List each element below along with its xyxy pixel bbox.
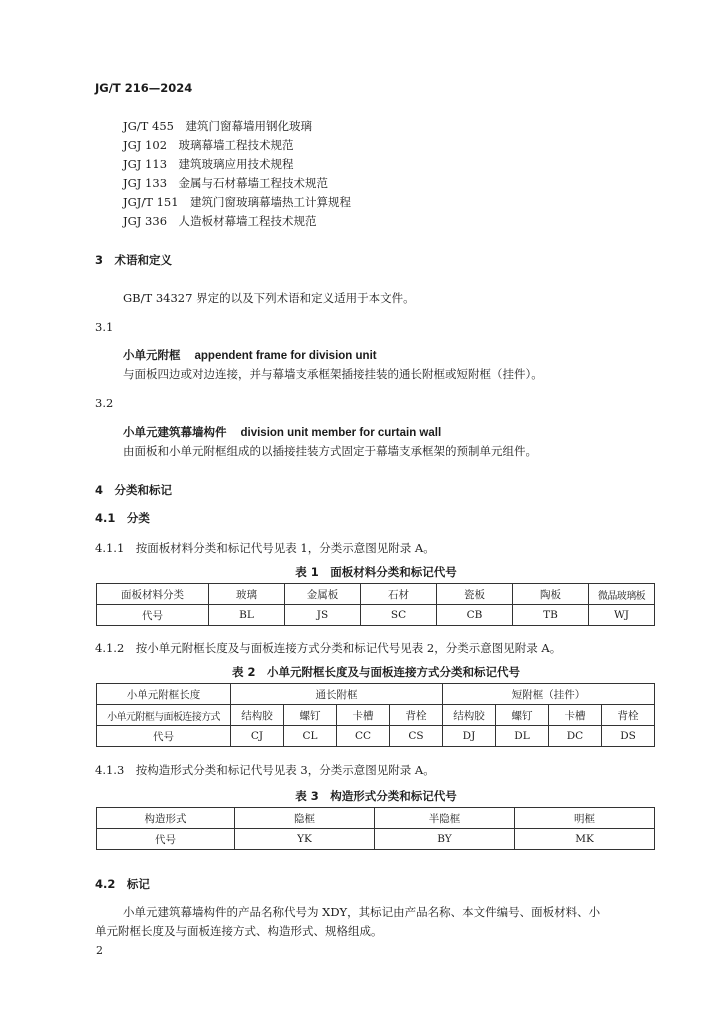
table-cell: YK xyxy=(235,829,375,850)
table-cell: 小单元附框长度 xyxy=(97,684,231,705)
table-cell: 代号 xyxy=(97,605,209,626)
table-cell: CC xyxy=(337,726,390,747)
term-heading xyxy=(123,347,377,363)
table-cell: 构造形式 xyxy=(97,808,235,829)
table-cell: MK xyxy=(515,829,655,850)
table-cell: 代号 xyxy=(97,726,231,747)
reference-item: JGJ 336 人造板材幕墙工程技术规范 xyxy=(123,214,317,228)
table-cell: DJ xyxy=(443,726,496,747)
table-cell: 瓷板 xyxy=(437,584,513,605)
table-cell: CJ xyxy=(231,726,284,747)
section-4-1-title: 4.1 分类 xyxy=(95,511,150,525)
table-cell: 陶板 xyxy=(513,584,589,605)
table-row xyxy=(97,584,655,605)
clause-4-1-2: 4.1.2 按小单元附框长度及与面板连接方式分类和标记代号见表 2，分类示意图见附录 A。 xyxy=(95,641,562,655)
table-1-caption: 表 1 面板材料分类和标记代号 xyxy=(295,565,457,579)
reference-item: JGJ 133 金属与石材幕墙工程技术规范 xyxy=(123,176,329,190)
clause-4-2-line: 单元附框长度及与面板连接方式、构造形式、规格组成。 xyxy=(95,924,383,938)
table-2-caption: 表 2 小单元附框长度及与面板连接方式分类和标记代号 xyxy=(231,665,521,679)
table-row xyxy=(97,705,655,726)
table-cell: CB xyxy=(437,605,513,626)
table-cell: 卡槽 xyxy=(549,705,602,726)
table-cell: 短附框（挂件） xyxy=(443,684,655,705)
term-definition: 与面板四边或对边连接，并与幕墙支承框架插接挂装的通长附框或短附框（挂件）。 xyxy=(123,367,543,381)
table-row xyxy=(97,684,655,705)
table-cell: 微晶玻璃板 xyxy=(589,584,655,605)
table-cell: 金属板 xyxy=(285,584,361,605)
table-cell: 半隐框 xyxy=(375,808,515,829)
term-en: division unit member for curtain wall xyxy=(240,427,442,439)
table-cell: CL xyxy=(284,726,337,747)
table-row xyxy=(97,829,655,850)
table-cell: 小单元附框与面板连接方式 xyxy=(97,705,231,726)
section-4-2-title: 4.2 标记 xyxy=(95,877,150,891)
reference-item: JGJ 102 玻璃幕墙工程技术规范 xyxy=(123,138,294,152)
table-cell: 卡槽 xyxy=(337,705,390,726)
section-3-title: 3 术语和定义 xyxy=(95,253,173,267)
table-cell: BL xyxy=(209,605,285,626)
page-number: 2 xyxy=(96,944,103,957)
table-row xyxy=(97,726,655,747)
table-cell: 背栓 xyxy=(602,705,655,726)
table-cell: 通长附框 xyxy=(231,684,443,705)
table-cell: 背栓 xyxy=(390,705,443,726)
table-1 xyxy=(96,583,655,626)
table-row xyxy=(97,808,655,829)
table-cell: 结构胶 xyxy=(231,705,284,726)
table-cell: 代号 xyxy=(97,829,235,850)
table-cell: 明框 xyxy=(515,808,655,829)
table-cell: 玻璃 xyxy=(209,584,285,605)
clause-4-1-3: 4.1.3 按构造形式分类和标记代号见表 3，分类示意图见附录 A。 xyxy=(95,763,435,777)
term-heading xyxy=(123,424,441,440)
table-cell: SC xyxy=(361,605,437,626)
table-row xyxy=(97,605,655,626)
table-cell: CS xyxy=(390,726,443,747)
term-number: 3.2 xyxy=(95,396,114,410)
section-4-title: 4 分类和标记 xyxy=(95,483,173,497)
table-cell: DL xyxy=(496,726,549,747)
table-cell: WJ xyxy=(589,605,655,626)
table-cell: 结构胶 xyxy=(443,705,496,726)
standard-header: JG/T 216—2024 xyxy=(95,81,193,95)
table-cell: JS xyxy=(285,605,361,626)
clause-4-2-line: 小单元建筑幕墙构件的产品名称代号为 XDY，其标记由产品名称、本文件编号、面板材料、小 xyxy=(123,905,601,919)
table-cell: BY xyxy=(375,829,515,850)
table-cell: 石材 xyxy=(361,584,437,605)
table-cell: 隐框 xyxy=(235,808,375,829)
table-2 xyxy=(96,683,655,747)
table-cell: DC xyxy=(549,726,602,747)
term-number: 3.1 xyxy=(95,320,114,334)
reference-item: JG/T 455 建筑门窗幕墙用钢化玻璃 xyxy=(123,119,312,133)
section-3-intro: GB/T 34327 界定的以及下列术语和定义适用于本文件。 xyxy=(123,291,415,305)
term-en: appendent frame for division unit xyxy=(194,350,377,362)
term-zh: 小单元建筑幕墙构件 xyxy=(123,425,227,439)
reference-item: JGJ/T 151 建筑门窗玻璃幕墙热工计算规程 xyxy=(123,195,352,209)
table-cell: 面板材料分类 xyxy=(97,584,209,605)
table-cell: 螺钉 xyxy=(496,705,549,726)
term-definition: 由面板和小单元附框组成的以插接挂装方式固定于幕墙支承框架的预制单元组件。 xyxy=(123,444,537,458)
clause-4-1-1: 4.1.1 按面板材料分类和标记代号见表 1，分类示意图见附录 A。 xyxy=(95,541,435,555)
table-cell: DS xyxy=(602,726,655,747)
table-cell: 螺钉 xyxy=(284,705,337,726)
reference-item: JGJ 113 建筑玻璃应用技术规程 xyxy=(123,157,294,171)
term-zh: 小单元附框 xyxy=(123,348,181,362)
table-3-caption: 表 3 构造形式分类和标记代号 xyxy=(295,789,457,803)
table-3 xyxy=(96,807,655,850)
table-cell: TB xyxy=(513,605,589,626)
